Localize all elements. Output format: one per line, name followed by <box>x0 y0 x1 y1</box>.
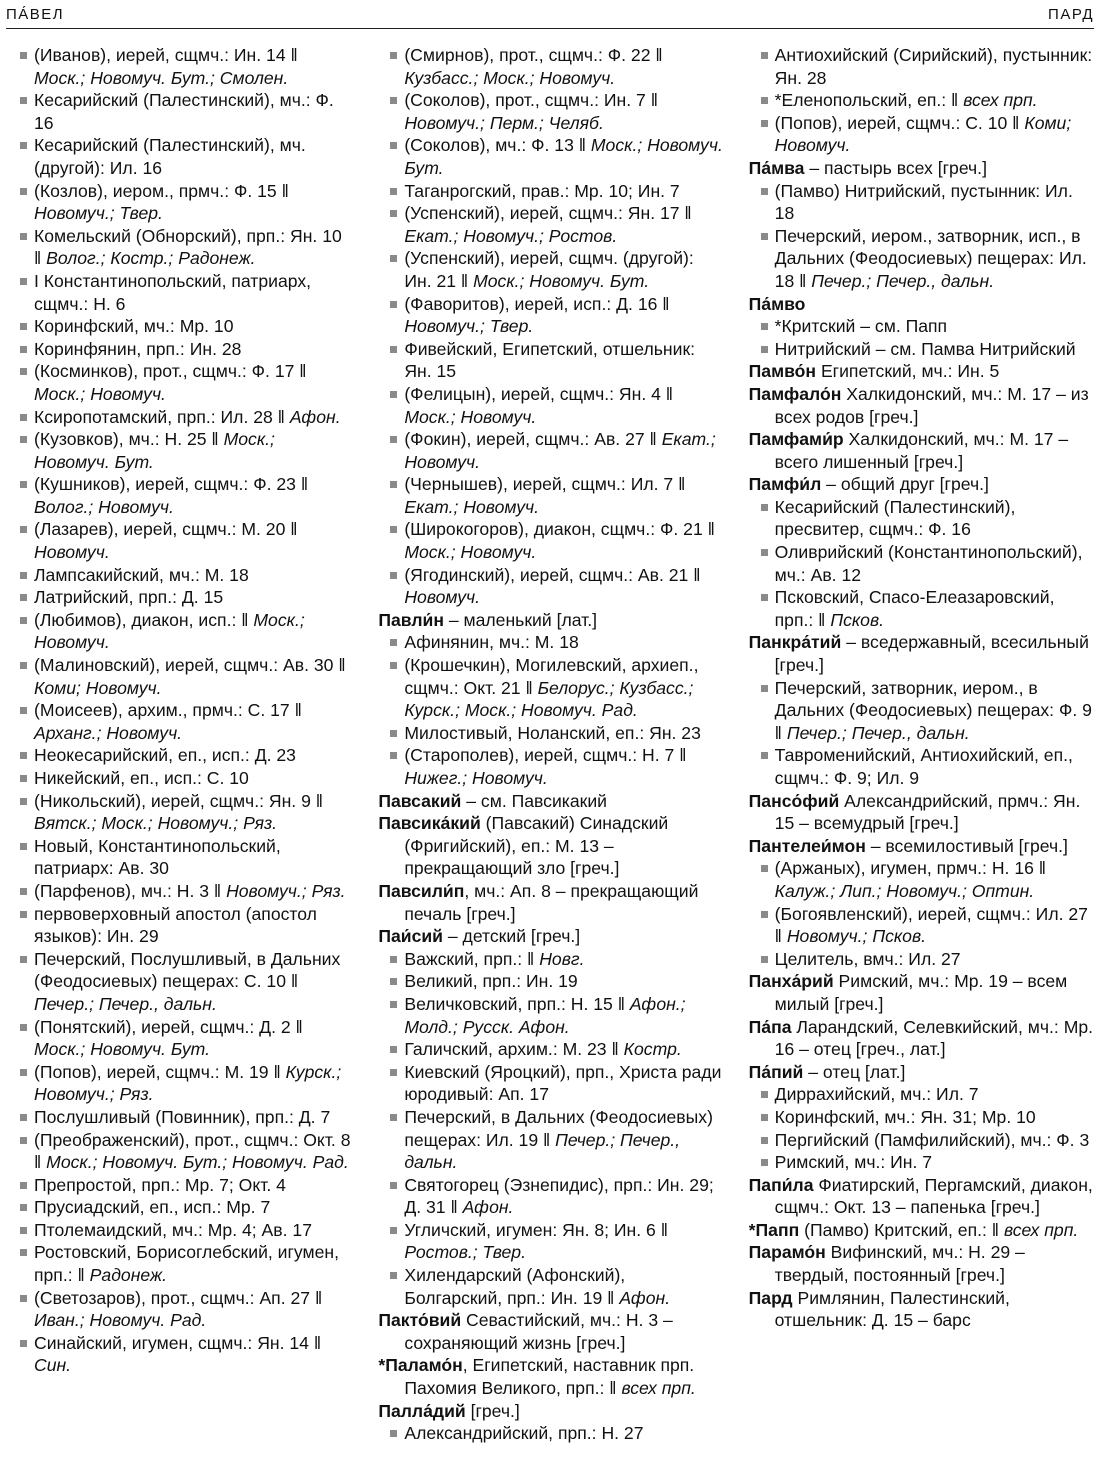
sub-entry <box>8 1129 353 1174</box>
sub-entry <box>749 541 1094 586</box>
entry-text: Пергийский (Памфилийский), мч.: Ф. 3 <box>774 1129 1090 1150</box>
sub-entry <box>378 1422 723 1445</box>
headword-entry <box>749 428 1094 473</box>
entry-source: Белорус.; Кузбасс.; Курск.; Моск.; Новомуч. Рад. <box>404 677 694 721</box>
entry-headword: Павсили́п <box>378 880 465 901</box>
entry-source: Курск.; Новомуч.; Ряз. <box>34 1061 342 1105</box>
entry-source: Новомуч. <box>34 542 110 563</box>
entry-source: Моск.; Новомуч. Бут.; Смолен. <box>34 67 289 88</box>
entry-source: Екат.; Новомуч. <box>404 429 716 472</box>
sub-entry <box>8 315 353 338</box>
sub-entry <box>378 180 723 203</box>
entry-text: Римский, мч.: Мр. 19 – всем милый [греч.] <box>774 971 1068 1014</box>
entry-text: (Успенский), иерей, сщмч.: Ян. 17 ‖ <box>404 203 692 224</box>
entry-source: Моск.; Новомуч. <box>34 383 166 404</box>
entry-text: Киевский (Яроцкий), прп., Христа ради юродивый: Ап. 17 <box>404 1061 722 1105</box>
sub-entry <box>8 1196 353 1219</box>
entry-text: (Фелицын), иерей, сщмч.: Ян. 4 ‖ <box>404 383 674 404</box>
entry-headword: Паламо́н <box>385 1355 463 1376</box>
entry-text: Печерский, иером., затворник, исп., в Дальних (Феодосиевых) пещерах: Ил. 18 ‖ <box>774 225 1087 291</box>
headword-entry <box>749 473 1094 496</box>
entry-headword: Папп <box>755 1219 800 1240</box>
headword-entry <box>749 790 1094 835</box>
entry-text: (Старополев), иерей, сщмч.: Н. 7 ‖ <box>404 745 687 766</box>
sub-entry <box>8 609 353 654</box>
entry-source: всех прп. <box>963 90 1038 111</box>
entry-source: Радонеж. <box>89 1265 167 1286</box>
entry-text: (Моисеев), архим., прмч.: С. 17 ‖ <box>34 700 302 721</box>
headword-entry <box>378 609 723 632</box>
entry-text: Кесарийский (Палестинский), мч.: Ф. 16 <box>34 90 334 133</box>
entry-text: Латрийский, прп.: Д. 15 <box>34 587 224 608</box>
entry-headword: Памфи́л <box>748 474 822 495</box>
headword-entry <box>749 383 1094 428</box>
entry-text: – маленький [лат.] <box>443 609 598 630</box>
headword-entry <box>749 1016 1094 1061</box>
entry-text: – см. Павсикакий <box>461 790 608 811</box>
sub-entry <box>749 338 1094 361</box>
sub-entry <box>749 112 1094 157</box>
entry-source: Афон.; Молд.; Русск. Афон. <box>404 993 686 1037</box>
entry-text: [греч.] <box>465 1400 520 1421</box>
column-2 <box>378 44 723 1477</box>
entry-text: (Ягодинский), иерей, сщмч.: Ав. 21 ‖ <box>404 564 701 585</box>
sub-entry <box>8 44 353 89</box>
entry-source: Новомуч.; Твер. <box>34 203 163 224</box>
entry-text: первоверховный апостол (апостол языков): Ин. 29 <box>34 903 317 947</box>
entry-headword: Павли́н <box>378 609 444 630</box>
entry-headword: Пард <box>748 1287 793 1308</box>
entry-text: Ксиропотамский, прп.: Ил. 28 ‖ <box>34 406 285 427</box>
entry-text: (Павсакий) Синадский (Фригийский), еп.: М. 13 – прекращающий зло [греч.] <box>404 813 669 879</box>
entry-text: Величковский, прп.: Н. 15 ‖ <box>404 993 625 1014</box>
entry-headword: Папи́ла <box>748 1174 814 1195</box>
entry-text: , Египетский, наставник прп. Пахомия Великого, прп.: ‖ <box>404 1355 695 1399</box>
sub-entry <box>378 1061 723 1106</box>
sub-entry <box>8 134 353 179</box>
entry-headword: Павсакий <box>378 790 462 811</box>
entry-text: Синайский, игумен, сщмч.: Ян. 14 ‖ <box>34 1332 322 1353</box>
entry-headword: Пакто́вий <box>378 1310 462 1331</box>
entry-source: Волог.; Костр.; Радонеж. <box>46 248 256 269</box>
entry-headword: Палла́дий <box>378 1400 466 1421</box>
headword-entry <box>749 293 1094 316</box>
entry-source: Коми; Новомуч. <box>774 112 1072 156</box>
entry-text: Печерский, Послушливый, в Дальних (Феодосиевых) пещерах: С. 10 ‖ <box>34 948 341 992</box>
entry-headword: Памфами́р <box>748 429 844 450</box>
entry-source: Калуж.; Лип.; Новомуч.; Оптин. <box>774 880 1035 901</box>
entry-text: Афинянин, мч.: М. 18 <box>404 632 579 653</box>
entry-text: (Богоявленский), иерей, сщмч.: Ил. 27 ‖ <box>774 903 1088 947</box>
entry-text: Целитель, вмч.: Ил. 27 <box>774 948 961 969</box>
sub-entry <box>8 564 353 587</box>
entry-headword: Памфало́н <box>748 383 842 404</box>
sub-entry <box>378 744 723 789</box>
sub-entry <box>749 1083 1094 1106</box>
entry-source: Новомуч.; Твер. <box>404 316 534 337</box>
entry-text: , мч.: Ап. 8 – прекращающий печаль [греч.] <box>404 880 699 924</box>
entry-text: Никейский, еп., исп.: С. 10 <box>34 768 249 788</box>
entry-text: Святогорец (Эзнепидис), прп.: Ин. 29; Д. 31 ‖ <box>404 1174 714 1218</box>
entry-text: (Попов), иерей, сщмч.: С. 10 ‖ <box>774 112 1020 133</box>
entry-source: Афон. <box>289 406 341 427</box>
entry-headword: Павсика́кий <box>378 813 481 834</box>
headword-entry <box>749 1219 1094 1242</box>
entry-text: Коринфский, мч.: Мр. 10 <box>34 316 234 337</box>
entry-headword: Па́мва <box>748 157 805 178</box>
sub-entry <box>8 880 353 903</box>
sub-entry <box>8 473 353 518</box>
entry-text: Александрийский, прп.: Н. 27 <box>404 1423 644 1444</box>
entry-source: всех прп. <box>1003 1219 1079 1240</box>
entry-text: Кесарийский (Палестинский), мч. (другой): Ил. 16 <box>34 135 306 178</box>
sub-entry <box>8 654 353 699</box>
entry-prefix: * <box>748 1219 756 1240</box>
entry-source: Ростов.; Твер. <box>404 1242 526 1263</box>
dictionary-columns <box>8 44 1094 1477</box>
headword-entry <box>749 360 1094 383</box>
sub-entry <box>749 496 1094 541</box>
headword-entry <box>378 812 723 880</box>
entry-text: (Малиновский), иерей, сщмч.: Ав. 30 ‖ <box>34 655 346 676</box>
entry-text: (Преображенский), прот., сщмч.: Окт. 8 ‖ <box>34 1129 351 1173</box>
entry-text: – общий друг [греч.] <box>821 474 989 495</box>
sub-entry <box>8 89 353 134</box>
entry-source: Моск.; Новомуч. Бут. <box>34 1039 211 1060</box>
entry-source: Моск.; Новомуч. <box>404 406 537 427</box>
entry-text: Коринфский, мч.: Ян. 31; Мр. 10 <box>774 1106 1036 1127</box>
sub-entry <box>378 1264 723 1309</box>
sub-entry <box>749 180 1094 225</box>
sub-entry <box>8 767 353 790</box>
entry-source: Моск.; Новомуч. <box>404 542 537 563</box>
entry-text: (Лазарев), иерей, сщмч.: М. 20 ‖ <box>34 519 298 540</box>
entry-text: (Кушников), иерей, сщмч.: Ф. 23 ‖ <box>34 474 309 495</box>
entry-text: Фиатирский, Пергамский, диакон, сщмч.: Окт. 13 – папенька [греч.] <box>774 1174 1093 1218</box>
entry-source: Печер.; Печер., дальн. <box>811 270 995 291</box>
entry-headword: Панха́рий <box>748 971 834 992</box>
sub-entry <box>749 677 1094 745</box>
entry-source: Кузбасс.; Моск.; Новомуч. <box>404 67 616 88</box>
entry-text: Таганрогский, прав.: Мр. 10; Ин. 7 <box>404 180 680 201</box>
sub-entry <box>378 993 723 1038</box>
entry-source: Арханг.; Новомуч. <box>34 722 183 743</box>
entry-source: Иван.; Новомуч. Рад. <box>34 1310 207 1331</box>
entry-text: – вседержавный, всесильный [греч.] <box>774 632 1089 676</box>
entry-source: Афон. <box>462 1197 514 1218</box>
entry-source: Моск.; Новомуч. Бут. <box>404 135 723 178</box>
entry-text: (Аржаных), игумен, прмч.: Н. 16 ‖ <box>774 858 1047 879</box>
entry-text: (Чернышев), иерей, сщмч.: Ил. 7 ‖ <box>404 474 686 495</box>
entry-text: (Фокин), иерей, сщмч.: Ав. 27 ‖ <box>404 429 657 450</box>
sub-entry <box>749 44 1094 89</box>
sub-entry <box>749 586 1094 631</box>
entry-text: Римлянин, Палестинский, отшельник: Д. 15 – барс <box>774 1287 1010 1331</box>
sub-entry <box>8 699 353 744</box>
sub-entry <box>749 89 1094 112</box>
sub-entry <box>378 518 723 563</box>
running-head-left: ПА́ВЕЛ <box>6 6 65 23</box>
sub-entry <box>8 948 353 1016</box>
entry-text: (Козлов), иером., прмч.: Ф. 15 ‖ <box>34 180 289 201</box>
sub-entry <box>378 631 723 654</box>
sub-entry <box>8 1016 353 1061</box>
entry-headword: Пантелеи́мон <box>748 835 866 856</box>
sub-entry <box>378 247 723 292</box>
entry-text: Тавроменийский, Антиохийский, еп., сщмч.: Ф. 9; Ил. 9 <box>774 745 1073 788</box>
entry-text: (Любимов), диакон, исп.: ‖ <box>34 609 249 630</box>
sub-entry <box>749 744 1094 789</box>
sub-entry <box>378 1038 723 1061</box>
entry-text: – отец [лат.] <box>803 1061 906 1082</box>
sub-entry <box>749 948 1094 971</box>
entry-source: Моск.; Новомуч. Бут. <box>473 270 650 291</box>
entry-headword: Па́па <box>748 1016 792 1037</box>
entry-source: Псков. <box>830 609 885 630</box>
entry-source: Моск.; Новомуч. Бут. <box>34 429 275 472</box>
entry-text: Псковский, Спасо-Елеазаровский, прп.: ‖ <box>774 587 1055 630</box>
entry-text: I Константинопольский, патриарх, сщмч.: Н. 6 <box>34 270 312 314</box>
entry-text: Халкидонский, мч.: М. 17 – из всех родов [греч.] <box>774 383 1089 427</box>
entry-text: Антиохийский (Сирийский), пустынник: Ян. 28 <box>774 45 1093 88</box>
entry-source: Новомуч.; Ряз. <box>226 880 346 901</box>
entry-headword: Памво́н <box>748 361 817 382</box>
sub-entry <box>8 1106 353 1129</box>
sub-entry <box>749 903 1094 948</box>
entry-text: Ларандский, Селевкийский, мч.: Мр. 16 – отец [греч., лат.] <box>774 1016 1094 1060</box>
entry-text: Прусиадский, еп., исп.: Мр. 7 <box>34 1197 271 1218</box>
sub-entry <box>8 790 353 835</box>
sub-entry <box>749 1106 1094 1129</box>
entry-text: Египетский, мч.: Ин. 5 <box>816 361 1000 382</box>
sub-entry <box>378 564 723 609</box>
entry-text: Милостивый, Ноланский, еп.: Ян. 23 <box>404 722 701 743</box>
entry-text: Комельский (Обнорский), прп.: Ян. 10 ‖ <box>34 225 342 269</box>
sub-entry <box>378 383 723 428</box>
sub-entry <box>8 180 353 225</box>
sub-entry <box>8 428 353 473</box>
entry-text: (Соколов), прот., сщмч.: Ин. 7 ‖ <box>404 90 658 111</box>
entry-text: Лампсакийский, мч.: М. 18 <box>34 564 249 585</box>
headword-entry <box>378 1354 723 1399</box>
entry-text: Важский, прп.: ‖ <box>404 948 535 969</box>
headword-entry <box>749 1287 1094 1332</box>
sub-entry <box>8 1287 353 1332</box>
entry-text: (Кузовков), мч.: Н. 25 ‖ <box>34 429 219 450</box>
sub-entry <box>378 202 723 247</box>
sub-entry <box>8 835 353 880</box>
entry-source: всех прп. <box>621 1378 696 1399</box>
entry-source: Коми; Новомуч. <box>34 677 162 698</box>
sub-entry <box>378 134 723 179</box>
sub-entry <box>8 903 353 948</box>
sub-entry <box>749 1129 1094 1152</box>
entry-text: Печерский, в Дальних (Феодосиевых) пещерах: Ил. 19 ‖ <box>404 1106 713 1150</box>
sub-entry <box>378 1219 723 1264</box>
entry-text: Римский, мч.: Ин. 7 <box>774 1152 933 1173</box>
headword-entry <box>749 1174 1094 1219</box>
entry-text: Послушливый (Повинник), прп.: Д. 7 <box>34 1106 331 1127</box>
sub-entry <box>8 1241 353 1286</box>
entry-text: (Памво) Критский, еп.: ‖ <box>799 1219 1000 1240</box>
entry-text: Галичский, архим.: М. 23 ‖ <box>404 1039 619 1060</box>
headword-entry <box>378 790 723 813</box>
entry-text: Угличский, игумен: Ян. 8; Ин. 6 ‖ <box>404 1219 668 1240</box>
entry-source: Новомуч.; Псков. <box>786 926 927 947</box>
sub-entry <box>378 948 723 971</box>
entry-source: Афон. <box>619 1287 671 1308</box>
entry-source: Вятск.; Моск.; Новомуч.; Ряз. <box>34 813 278 834</box>
entry-text: Александрийский, прмч.: Ян. 15 – всемудрый [греч.] <box>774 790 1081 834</box>
sub-entry <box>8 744 353 767</box>
entry-text: (Памво) Нитрийский, пустынник: Ил. 18 <box>774 180 1073 224</box>
entry-text: (Светозаров), прот., сщмч.: Ап. 27 ‖ <box>34 1287 323 1308</box>
entry-source: Моск.; Новомуч. Бут.; Новомуч. Рад. <box>46 1152 349 1173</box>
entry-source: Печер.; Печер., дальн. <box>404 1129 681 1173</box>
sub-entry <box>8 1174 353 1197</box>
sub-entry <box>378 338 723 383</box>
entry-text: Великий, прп.: Ин. 19 <box>404 971 578 992</box>
sub-entry <box>378 654 723 722</box>
entry-text: (Успенский), иерей, сщмч. (другой): Ин. 21 ‖ <box>404 248 694 291</box>
sub-entry <box>378 722 723 745</box>
entry-text: Хилендарский (Афонский), Болгарский, прп.: Ин. 19 ‖ <box>404 1265 626 1308</box>
entry-text: *Еленопольский, еп.: ‖ <box>774 90 959 111</box>
entry-text: (Крошечкин), Могилевский, архиеп., сщмч.: Окт. 21 ‖ <box>404 655 699 698</box>
entry-text: (Парфенов), мч.: Н. 3 ‖ <box>34 880 222 901</box>
entry-headword: Пансо́фий <box>748 790 840 811</box>
entry-text: Ростовский, Борисоглебский, игумен, прп.: ‖ <box>34 1242 340 1286</box>
entry-text: – пастырь всех [греч.] <box>804 157 987 178</box>
sub-entry <box>378 44 723 89</box>
entry-source: Волог.; Новомуч. <box>34 496 174 517</box>
entry-text: (Широкогоров), диакон, сщмч.: Ф. 21 ‖ <box>404 519 715 540</box>
sub-entry <box>749 1151 1094 1174</box>
sub-entry <box>8 586 353 609</box>
sub-entry <box>749 857 1094 902</box>
entry-source: Новомуч.; Перм.; Челяб. <box>404 112 604 133</box>
entry-source: Новомуч. <box>404 587 481 608</box>
running-header <box>6 4 1094 29</box>
entry-headword: Па́пий <box>748 1061 804 1082</box>
sub-entry <box>8 360 353 405</box>
headword-entry <box>749 835 1094 858</box>
headword-entry <box>378 880 723 925</box>
entry-text: Халкидонский, мч.: М. 17 – всего лишенный [греч.] <box>774 429 1069 472</box>
entry-text: (Никольский), иерей, сщмч.: Ян. 9 ‖ <box>34 790 324 811</box>
entry-source: Новг. <box>539 948 585 969</box>
entry-text: Вифинский, мч.: Н. 29 – твердый, постоянный [греч.] <box>774 1242 1025 1286</box>
sub-entry <box>378 293 723 338</box>
entry-text: Неокесарийский, еп., исп.: Д. 23 <box>34 745 296 766</box>
sub-entry <box>8 338 353 361</box>
entry-text: (Понятский), иерей, сщмч.: Д. 2 ‖ <box>34 1016 303 1037</box>
entry-text: (Косминков), прот., сщмч.: Ф. 17 ‖ <box>34 361 307 382</box>
entry-source: Екат.; Новомуч. <box>404 496 540 517</box>
entry-source: Печер.; Печер., дальн. <box>34 993 217 1014</box>
entry-prefix: * <box>378 1355 386 1376</box>
entry-source: Моск.; Новомуч. <box>34 609 305 653</box>
sub-entry <box>378 89 723 134</box>
sub-entry <box>8 1219 353 1242</box>
entry-text: (Попов), иерей, сщмч.: М. 19 ‖ <box>34 1061 281 1082</box>
entry-headword: Парамо́н <box>748 1242 826 1263</box>
entry-text: Севастийский, мч.: Н. 3 – сохраняющий жизнь [греч.] <box>404 1310 673 1353</box>
sub-entry <box>8 518 353 563</box>
headword-entry <box>378 925 723 948</box>
entry-text: (Смирнов), прот., сщмч.: Ф. 22 ‖ <box>404 45 663 65</box>
entry-text: (Иванов), иерей, сщмч.: Ин. 14 ‖ <box>34 45 298 65</box>
sub-entry <box>378 428 723 473</box>
entry-text: Оливрийский (Константинопольский), мч.: Ав. 12 <box>774 542 1083 585</box>
entry-text: – всемилостивый [греч.] <box>865 835 1068 856</box>
sub-entry <box>378 1106 723 1174</box>
entry-source: Нижег.; Новомуч. <box>404 768 548 788</box>
sub-entry <box>749 315 1094 338</box>
entry-text: Кесарийский (Палестинский), пресвитер, сщмч.: Ф. 16 <box>774 496 1016 540</box>
sub-entry <box>8 1332 353 1377</box>
headword-entry <box>378 1400 723 1423</box>
entry-source: Костр. <box>623 1039 682 1060</box>
entry-text: Новый, Константинопольский, патриарх: Ав. 30 <box>34 835 281 879</box>
column-1 <box>8 44 353 1477</box>
entry-text: (Фаворитов), иерей, исп.: Д. 16 ‖ <box>404 293 670 314</box>
entry-text: Нитрийский – см. Памва Нитрийский <box>774 338 1076 359</box>
sub-entry <box>8 1061 353 1106</box>
headword-entry <box>749 157 1094 180</box>
sub-entry <box>8 270 353 315</box>
entry-headword: Па́мво <box>748 293 806 314</box>
sub-entry <box>378 1174 723 1219</box>
sub-entry <box>378 473 723 518</box>
entry-source: Син. <box>34 1355 72 1376</box>
running-head-right: ПАРД <box>1048 6 1094 23</box>
headword-entry <box>749 631 1094 676</box>
entry-source: Екат.; Новомуч.; Ростов. <box>404 225 618 246</box>
entry-text: Птолемаидский, мч.: Мр. 4; Ав. 17 <box>34 1219 312 1240</box>
sub-entry <box>8 225 353 270</box>
entry-headword: Панкра́тий <box>748 632 842 653</box>
entry-text: – детский [греч.] <box>443 926 581 947</box>
entry-text: Печерский, затворник, иером., в Дальних (Феодосиевых) пещерах: Ф. 9 ‖ <box>774 677 1092 743</box>
entry-text: *Критский – см. Папп <box>774 316 948 337</box>
headword-entry <box>749 1061 1094 1084</box>
entry-text: Диррахийский, мч.: Ил. 7 <box>774 1084 979 1105</box>
entry-source: Печер.; Печер., дальн. <box>786 722 970 743</box>
sub-entry <box>378 970 723 993</box>
entry-headword: Паи́сий <box>378 926 443 947</box>
entry-text: (Соколов), мч.: Ф. 13 ‖ <box>404 135 587 156</box>
column-3 <box>749 44 1094 1477</box>
sub-entry <box>749 225 1094 293</box>
headword-entry <box>749 970 1094 1015</box>
sub-entry <box>8 406 353 429</box>
entry-text: Коринфянин, прп.: Ин. 28 <box>34 338 242 359</box>
headword-entry <box>378 1309 723 1354</box>
entry-text: Препростой, прп.: Мр. 7; Окт. 4 <box>34 1174 286 1195</box>
entry-text: Фивейский, Египетский, отшельник: Ян. 15 <box>404 338 696 382</box>
headword-entry <box>749 1241 1094 1286</box>
